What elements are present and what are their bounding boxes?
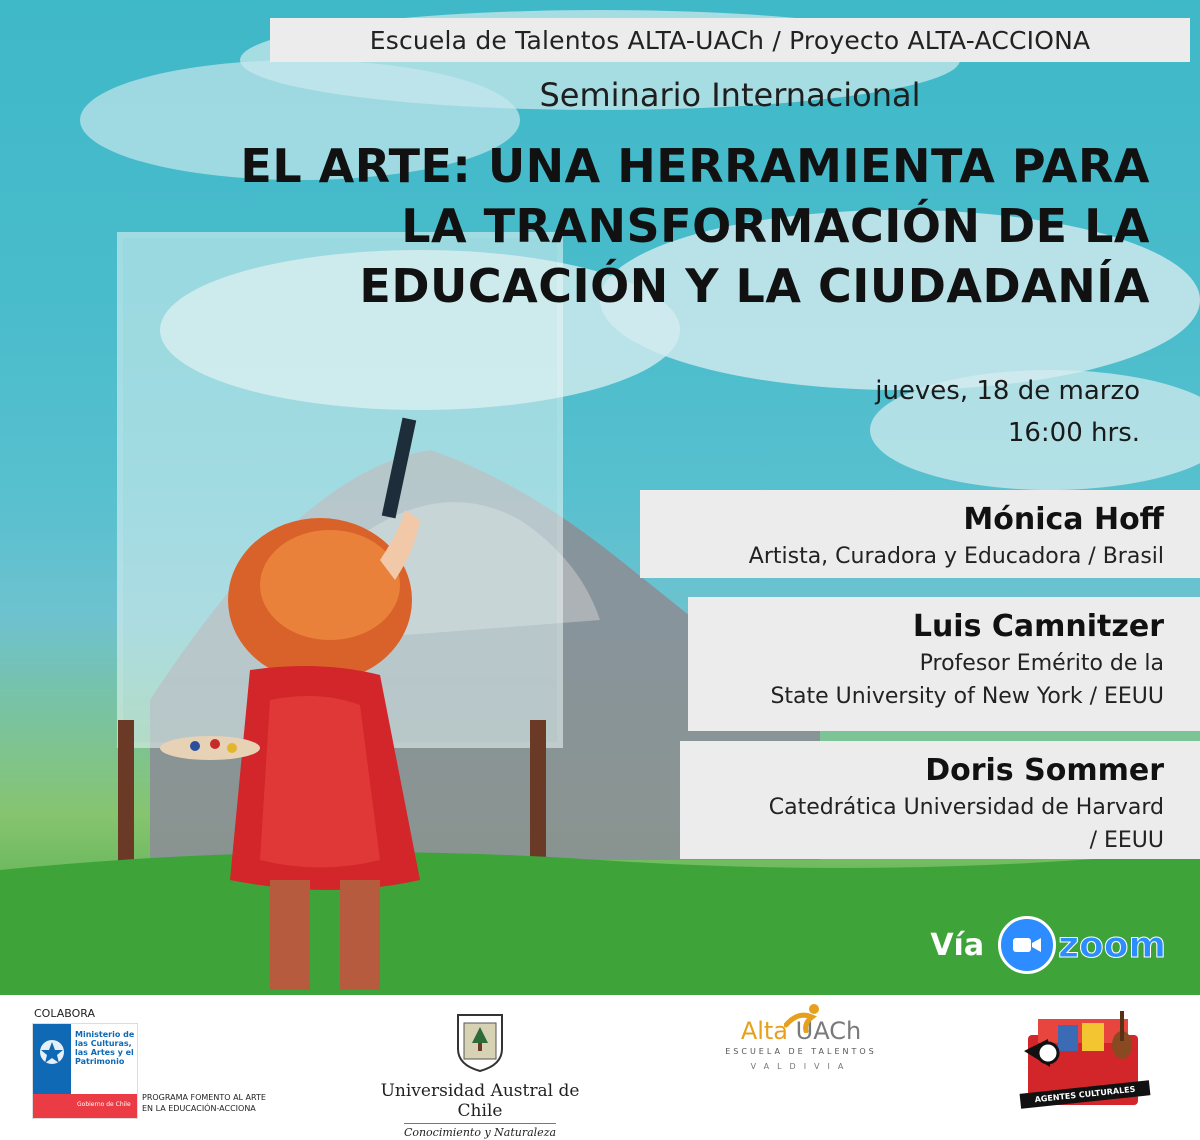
title-line: EDUCACIÓN Y LA CIUDADANÍA [359, 259, 1150, 313]
event-date: jueves, 18 de marzo [875, 376, 1140, 406]
title-line: EL ARTE: UNA HERRAMIENTA PARA [240, 139, 1150, 193]
ministry-logo [32, 1023, 138, 1119]
speaker-role: Artista, Curadora y Educadora / Brasil [748, 544, 1164, 569]
ministry-name [75, 1030, 135, 1066]
university-name: Universidad Austral de Chile [380, 1081, 580, 1121]
speaker-role: Profesor Emérito de la [919, 651, 1164, 676]
seminar-title [150, 136, 1150, 316]
alta-word: Alta [740, 1017, 789, 1045]
title-line: LA TRANSFORMACIÓN DE LA [401, 199, 1150, 253]
gobierno-label: Gobierno de Chile [77, 1101, 131, 1108]
event-type: Seminario Internacional [539, 76, 921, 114]
alta-city: VALDIVIA [750, 1062, 852, 1071]
speaker-card [688, 597, 1200, 731]
university-tagline: Conocimiento y Naturaleza [404, 1123, 556, 1139]
speaker-card [680, 741, 1200, 859]
alta-subtitle: ESCUELA DE TALENTOS [725, 1047, 877, 1056]
speaker-role: State University of New York / EEUU [770, 684, 1164, 709]
coat-of-arms-icon [33, 1030, 71, 1090]
ministry-line: Ministerio de [75, 1030, 135, 1039]
event-datetime [875, 370, 1140, 454]
speaker-name: Luis Camnitzer [912, 609, 1164, 644]
program-line: EN LA EDUCACIÓN-ACCIONA [142, 1104, 256, 1113]
speaker-role: Catedrática Universidad de Harvard [768, 795, 1164, 820]
alta-uach-logo [706, 1017, 896, 1071]
platform-info [930, 916, 1166, 974]
speaker-card [640, 490, 1200, 578]
event-time: 16:00 hrs. [1007, 418, 1140, 448]
jumping-figure-icon [784, 1003, 824, 1033]
zoom-wordmark: zoom [1058, 924, 1166, 966]
agentes-culturales-logo [1018, 1005, 1148, 1127]
uach-word: UACh [795, 1017, 862, 1045]
program-label [142, 1092, 266, 1114]
program-line: PROGRAMA FOMENTO AL ARTE [142, 1093, 266, 1102]
speaker-name: Doris Sommer [925, 753, 1164, 788]
organizer-text: Escuela de Talentos ALTA-UACh / Proyecto ALTA-ACCIONA [369, 25, 1091, 55]
ministry-line: las Culturas, [75, 1039, 132, 1048]
uach-logo [360, 1011, 600, 1140]
uach-shield-icon [454, 1011, 506, 1073]
via-label: Vía [930, 927, 985, 963]
organizer-banner [270, 18, 1190, 62]
agentes-label: AGENTES CULTURALES [1020, 1080, 1151, 1109]
speaker-name: Mónica Hoff [963, 502, 1164, 537]
ministry-line: Patrimonio [75, 1057, 125, 1066]
zoom-camera-icon [998, 916, 1056, 974]
colabora-label: COLABORA [34, 1007, 95, 1020]
ministry-line: las Artes y el [75, 1048, 134, 1057]
speaker-role: / EEUU [1089, 828, 1164, 853]
sponsor-footer [0, 995, 1200, 1139]
